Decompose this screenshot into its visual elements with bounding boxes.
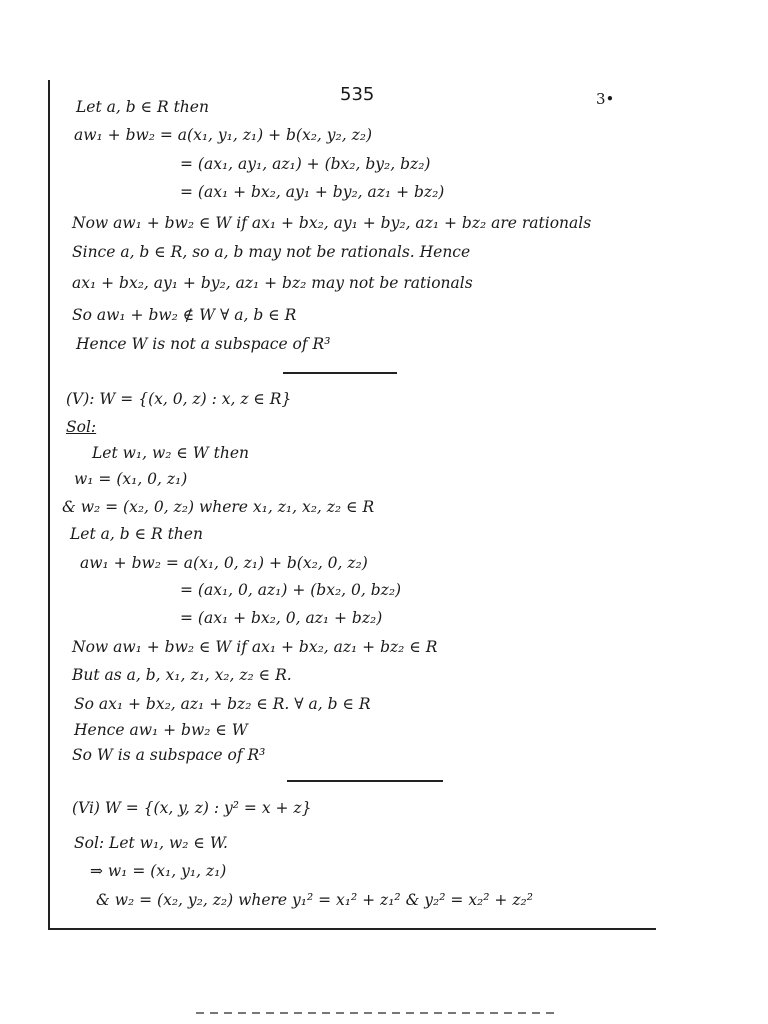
line-expand-v-2: = (ax₁ + bx₂, 0, az₁ + bz₂) [180,609,383,627]
corner-mark: 3• [596,90,615,108]
solution-label: Sol: [66,418,97,436]
line-so-not-in-w: So aw₁ + bw₂ ∉ W ∀ a, b ∈ R [72,306,297,324]
bottom-rule [48,928,656,930]
section-divider-1 [283,372,397,374]
line-but-as: But as a, b, x₁, z₁, x₂, z₂ ∈ R. [72,666,292,684]
line-conclusion-not-subspace: Hence W is not a subspace of R³ [76,335,331,353]
line-may-not: ax₁ + bx₂, ay₁ + by₂, az₁ + bz₂ may not be rationals [72,274,473,292]
line-expand-v-1: = (ax₁, 0, az₁) + (bx₂, 0, bz₂) [180,581,402,599]
scan-artifact [196,1012,556,1014]
line-let-w1-w2-vi: Sol: Let w₁, w₂ ∈ W. [74,834,228,852]
line-conclusion-subspace: So W is a subspace of R³ [72,746,266,764]
line-now-condition: Now aw₁ + bw₂ ∈ W if ax₁ + bx₂, ay₁ + by₂, az₁ + bz₂ are rationals [72,214,592,232]
part-vi-heading: (Vi) W = {(x, y, z) : y² = x + z} [72,799,312,817]
part-v-heading: (V): W = {(x, 0, z) : x, z ∈ R} [66,390,292,408]
section-divider-2 [287,780,443,782]
line-w1: w₁ = (x₁, 0, z₁) [74,470,188,488]
margin-line [48,80,50,930]
line-let-ab: Let a, b ∈ R then [76,98,209,116]
page-number: 535 [340,84,375,105]
line-now-condition-v: Now aw₁ + bw₂ ∈ W if ax₁ + bx₂, az₁ + bz₂ ∈ R [72,638,438,656]
line-w1-vi: ⇒ w₁ = (x₁, y₁, z₁) [90,862,227,880]
line-expand-2: = (ax₁ + bx₂, ay₁ + by₂, az₁ + bz₂) [180,183,445,201]
line-so-in-r: So ax₁ + bx₂, az₁ + bz₂ ∈ R. ∀ a, b ∈ R [74,695,371,713]
line-expand-1: = (ax₁, ay₁, az₁) + (bx₂, by₂, bz₂) [180,155,431,173]
line-hence-in-w: Hence aw₁ + bw₂ ∈ W [74,721,248,739]
line-linear-combination: aw₁ + bw₂ = a(x₁, y₁, z₁) + b(x₂, y₂, z₂) [74,126,373,144]
line-let-w1-w2: Let w₁, w₂ ∈ W then [92,444,249,462]
line-w2-vi: & w₂ = (x₂, y₂, z₂) where y₁² = x₁² + z₁² & y₂² = x₂² + z₂² [96,891,533,909]
line-let-ab-v: Let a, b ∈ R then [70,525,203,543]
line-w2: & w₂ = (x₂, 0, z₂) where x₁, z₁, x₂, z₂ ∈ R [62,498,375,516]
line-since: Since a, b ∈ R, so a, b may not be rationals. Hence [72,243,471,261]
line-linear-combination-v: aw₁ + bw₂ = a(x₁, 0, z₁) + b(x₂, 0, z₂) [80,554,368,572]
